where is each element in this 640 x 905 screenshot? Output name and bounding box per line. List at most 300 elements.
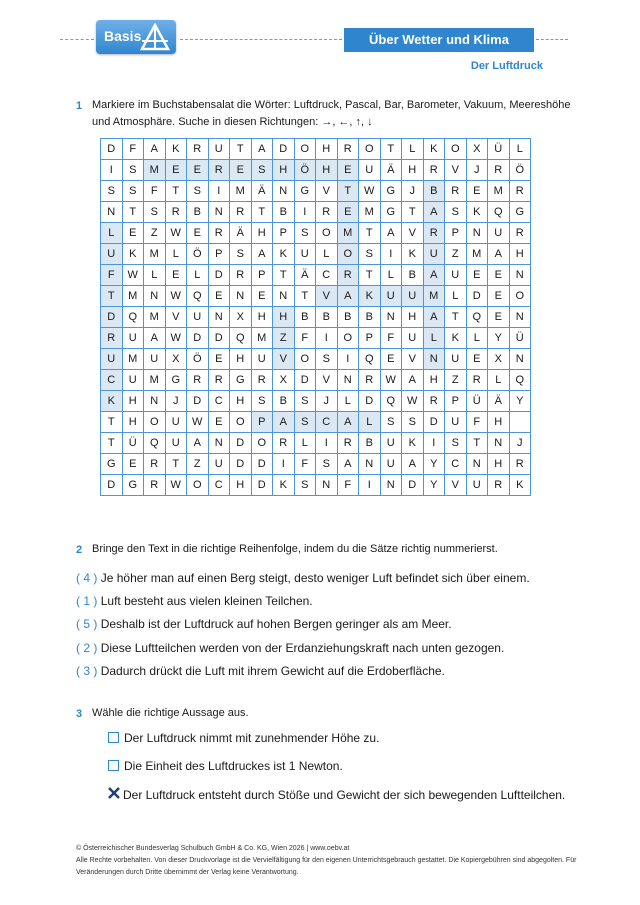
grid-cell[interactable]: U — [402, 328, 424, 349]
grid-cell[interactable]: V — [445, 475, 467, 496]
grid-cell[interactable]: I — [101, 160, 123, 181]
grid-cell[interactable]: A — [423, 307, 445, 328]
grid-cell[interactable]: Z — [445, 244, 467, 265]
grid-cell[interactable]: G — [230, 370, 252, 391]
grid-cell[interactable]: C — [445, 454, 467, 475]
grid-cell[interactable]: D — [251, 454, 273, 475]
grid-cell[interactable]: O — [509, 286, 531, 307]
grid-cell[interactable]: G — [380, 202, 402, 223]
grid-cell[interactable]: S — [402, 412, 424, 433]
grid-cell[interactable]: S — [445, 202, 467, 223]
grid-cell[interactable]: D — [101, 475, 123, 496]
grid-cell[interactable]: K — [402, 433, 424, 454]
grid-cell[interactable]: R — [337, 139, 359, 160]
grid-cell[interactable]: E — [230, 160, 252, 181]
grid-cell[interactable]: F — [122, 139, 144, 160]
grid-cell[interactable]: L — [337, 391, 359, 412]
grid-cell[interactable]: T — [359, 265, 381, 286]
grid-cell[interactable]: H — [122, 412, 144, 433]
order-number[interactable]: 2 — [83, 641, 91, 655]
grid-cell[interactable]: F — [144, 181, 166, 202]
grid-cell[interactable]: I — [273, 454, 295, 475]
grid-cell[interactable]: H — [230, 391, 252, 412]
grid-cell[interactable]: Ä — [488, 391, 510, 412]
grid-cell[interactable]: U — [380, 433, 402, 454]
grid-cell[interactable]: H — [423, 370, 445, 391]
grid-cell[interactable]: Q — [466, 307, 488, 328]
grid-cell[interactable]: R — [187, 139, 209, 160]
grid-cell[interactable] — [509, 412, 531, 433]
grid-cell[interactable]: H — [402, 307, 424, 328]
grid-cell[interactable]: O — [359, 139, 381, 160]
grid-cell[interactable]: I — [316, 328, 338, 349]
grid-cell[interactable]: L — [294, 433, 316, 454]
grid-cell[interactable]: D — [230, 454, 252, 475]
grid-cell[interactable]: N — [488, 433, 510, 454]
grid-cell[interactable]: T — [165, 181, 187, 202]
grid-cell[interactable]: Ä — [294, 265, 316, 286]
grid-cell[interactable]: C — [316, 412, 338, 433]
grid-cell[interactable]: H — [273, 160, 295, 181]
option-2[interactable] — [108, 759, 343, 773]
grid-cell[interactable]: V — [316, 286, 338, 307]
grid-cell[interactable]: X — [273, 370, 295, 391]
grid-cell[interactable]: V — [316, 181, 338, 202]
grid-cell[interactable]: E — [208, 412, 230, 433]
grid-cell[interactable]: E — [208, 349, 230, 370]
grid-cell[interactable]: A — [337, 454, 359, 475]
grid-cell[interactable]: N — [208, 307, 230, 328]
grid-cell[interactable]: J — [402, 181, 424, 202]
grid-cell[interactable]: N — [466, 454, 488, 475]
grid-cell[interactable]: E — [466, 265, 488, 286]
grid-cell[interactable]: T — [402, 202, 424, 223]
grid-cell[interactable]: U — [380, 454, 402, 475]
grid-cell[interactable]: H — [488, 412, 510, 433]
grid-cell[interactable]: L — [509, 139, 531, 160]
grid-cell[interactable]: N — [337, 370, 359, 391]
grid-cell[interactable]: L — [466, 328, 488, 349]
grid-cell[interactable]: U — [165, 433, 187, 454]
grid-cell[interactable]: N — [144, 286, 166, 307]
grid-cell[interactable]: R — [144, 454, 166, 475]
grid-cell[interactable]: D — [359, 391, 381, 412]
grid-cell[interactable]: Ö — [187, 244, 209, 265]
grid-cell[interactable]: O — [294, 139, 316, 160]
grid-cell[interactable]: O — [445, 139, 467, 160]
grid-cell[interactable]: S — [144, 202, 166, 223]
grid-cell[interactable]: R — [445, 181, 467, 202]
grid-cell[interactable]: U — [445, 265, 467, 286]
grid-cell[interactable]: K — [509, 475, 531, 496]
grid-cell[interactable]: U — [144, 349, 166, 370]
grid-cell[interactable]: T — [122, 202, 144, 223]
grid-cell[interactable]: H — [230, 349, 252, 370]
grid-cell[interactable]: B — [337, 307, 359, 328]
grid-cell[interactable]: N — [509, 265, 531, 286]
grid-cell[interactable]: M — [230, 181, 252, 202]
grid-cell[interactable]: W — [165, 223, 187, 244]
grid-cell[interactable]: V — [165, 307, 187, 328]
checkbox-unchecked-icon[interactable] — [108, 760, 119, 771]
grid-cell[interactable]: B — [316, 307, 338, 328]
grid-cell[interactable]: H — [509, 244, 531, 265]
grid-cell[interactable]: S — [445, 433, 467, 454]
grid-cell[interactable]: Z — [273, 328, 295, 349]
grid-cell[interactable]: R — [316, 202, 338, 223]
order-number[interactable]: 4 — [83, 571, 91, 585]
grid-cell[interactable]: Y — [488, 328, 510, 349]
grid-cell[interactable]: L — [423, 328, 445, 349]
grid-cell[interactable]: G — [294, 181, 316, 202]
grid-cell[interactable]: K — [445, 328, 467, 349]
grid-cell[interactable]: U — [251, 349, 273, 370]
grid-cell[interactable]: G — [165, 370, 187, 391]
grid-cell[interactable]: B — [402, 265, 424, 286]
grid-cell[interactable]: Ö — [294, 160, 316, 181]
grid-cell[interactable]: F — [294, 328, 316, 349]
grid-cell[interactable]: U — [445, 349, 467, 370]
grid-cell[interactable]: N — [380, 475, 402, 496]
grid-cell[interactable]: N — [509, 349, 531, 370]
grid-cell[interactable]: E — [251, 286, 273, 307]
grid-cell[interactable]: G — [101, 454, 123, 475]
grid-cell[interactable]: C — [208, 391, 230, 412]
grid-cell[interactable]: E — [488, 286, 510, 307]
grid-cell[interactable]: B — [273, 391, 295, 412]
grid-cell[interactable]: I — [423, 433, 445, 454]
grid-cell[interactable]: W — [165, 328, 187, 349]
grid-cell[interactable]: Ü — [466, 391, 488, 412]
grid-cell[interactable]: I — [337, 349, 359, 370]
grid-cell[interactable]: O — [144, 412, 166, 433]
grid-cell[interactable]: L — [101, 223, 123, 244]
grid-cell[interactable]: D — [101, 307, 123, 328]
grid-cell[interactable]: H — [402, 160, 424, 181]
grid-cell[interactable]: X — [488, 349, 510, 370]
grid-cell[interactable]: N — [144, 391, 166, 412]
grid-cell[interactable]: X — [230, 307, 252, 328]
grid-cell[interactable]: H — [273, 307, 295, 328]
grid-cell[interactable]: S — [316, 454, 338, 475]
grid-cell[interactable]: T — [466, 433, 488, 454]
grid-cell[interactable]: Y — [509, 391, 531, 412]
grid-cell[interactable]: V — [273, 349, 295, 370]
grid-cell[interactable]: H — [316, 160, 338, 181]
grid-cell[interactable]: U — [208, 454, 230, 475]
grid-cell[interactable]: H — [122, 391, 144, 412]
grid-cell[interactable]: U — [122, 328, 144, 349]
grid-cell[interactable]: D — [423, 412, 445, 433]
grid-cell[interactable]: R — [251, 370, 273, 391]
grid-cell[interactable]: L — [316, 244, 338, 265]
grid-cell[interactable]: K — [165, 139, 187, 160]
grid-cell[interactable]: N — [273, 181, 295, 202]
grid-cell[interactable]: O — [337, 328, 359, 349]
grid-cell[interactable]: U — [208, 139, 230, 160]
grid-cell[interactable]: K — [359, 286, 381, 307]
grid-cell[interactable]: R — [230, 265, 252, 286]
order-number[interactable]: 1 — [83, 594, 91, 608]
grid-cell[interactable]: R — [509, 181, 531, 202]
grid-cell[interactable]: W — [187, 412, 209, 433]
grid-cell[interactable]: U — [380, 286, 402, 307]
word-search-grid[interactable] — [100, 138, 531, 496]
grid-cell[interactable]: M — [359, 202, 381, 223]
option-3[interactable] — [108, 787, 565, 802]
grid-cell[interactable]: T — [101, 412, 123, 433]
grid-cell[interactable]: D — [208, 265, 230, 286]
grid-cell[interactable]: E — [187, 223, 209, 244]
grid-cell[interactable]: D — [101, 139, 123, 160]
grid-cell[interactable]: S — [122, 181, 144, 202]
grid-cell[interactable]: T — [101, 286, 123, 307]
grid-cell[interactable]: U — [122, 370, 144, 391]
grid-cell[interactable]: W — [165, 286, 187, 307]
grid-cell[interactable]: I — [208, 181, 230, 202]
grid-cell[interactable]: T — [359, 223, 381, 244]
grid-cell[interactable]: S — [294, 223, 316, 244]
grid-cell[interactable]: R — [101, 328, 123, 349]
order-number[interactable]: 3 — [83, 664, 91, 678]
grid-cell[interactable]: U — [445, 412, 467, 433]
grid-cell[interactable]: A — [488, 244, 510, 265]
grid-cell[interactable]: S — [230, 244, 252, 265]
grid-cell[interactable]: C — [208, 475, 230, 496]
grid-cell[interactable]: L — [359, 412, 381, 433]
grid-cell[interactable]: N — [273, 286, 295, 307]
grid-cell[interactable]: D — [230, 433, 252, 454]
grid-cell[interactable]: F — [101, 265, 123, 286]
grid-cell[interactable]: A — [402, 454, 424, 475]
grid-cell[interactable]: A — [144, 139, 166, 160]
grid-cell[interactable]: E — [122, 454, 144, 475]
grid-cell[interactable]: J — [466, 160, 488, 181]
grid-cell[interactable]: Ü — [488, 139, 510, 160]
grid-cell[interactable]: R — [230, 202, 252, 223]
grid-cell[interactable]: R — [144, 475, 166, 496]
grid-cell[interactable]: L — [488, 370, 510, 391]
grid-cell[interactable]: T — [101, 433, 123, 454]
grid-cell[interactable]: Y — [423, 475, 445, 496]
grid-cell[interactable]: P — [251, 265, 273, 286]
grid-cell[interactable]: S — [380, 412, 402, 433]
grid-cell[interactable]: C — [101, 370, 123, 391]
grid-cell[interactable]: M — [122, 286, 144, 307]
grid-cell[interactable]: X — [165, 349, 187, 370]
grid-cell[interactable]: U — [359, 160, 381, 181]
grid-cell[interactable]: M — [144, 370, 166, 391]
grid-cell[interactable]: O — [187, 475, 209, 496]
grid-cell[interactable]: A — [423, 202, 445, 223]
grid-cell[interactable]: Y — [423, 454, 445, 475]
grid-cell[interactable]: P — [445, 391, 467, 412]
grid-cell[interactable]: X — [466, 139, 488, 160]
grid-cell[interactable]: Ö — [187, 349, 209, 370]
grid-cell[interactable]: M — [144, 160, 166, 181]
grid-cell[interactable]: D — [273, 139, 295, 160]
grid-cell[interactable]: N — [466, 223, 488, 244]
grid-cell[interactable]: P — [445, 223, 467, 244]
grid-cell[interactable]: F — [337, 475, 359, 496]
grid-cell[interactable]: I — [380, 244, 402, 265]
grid-cell[interactable]: E — [466, 349, 488, 370]
grid-cell[interactable]: T — [165, 454, 187, 475]
grid-cell[interactable]: A — [251, 244, 273, 265]
grid-cell[interactable]: B — [294, 307, 316, 328]
grid-cell[interactable]: V — [402, 349, 424, 370]
grid-cell[interactable]: Q — [509, 370, 531, 391]
grid-cell[interactable]: M — [337, 223, 359, 244]
grid-cell[interactable]: T — [273, 265, 295, 286]
grid-cell[interactable]: L — [380, 265, 402, 286]
grid-cell[interactable]: T — [380, 139, 402, 160]
grid-cell[interactable]: E — [208, 286, 230, 307]
grid-cell[interactable]: N — [509, 307, 531, 328]
grid-cell[interactable]: W — [380, 370, 402, 391]
grid-cell[interactable]: I — [359, 475, 381, 496]
grid-cell[interactable]: E — [122, 223, 144, 244]
grid-cell[interactable]: A — [423, 265, 445, 286]
grid-cell[interactable]: K — [273, 475, 295, 496]
grid-cell[interactable]: H — [488, 454, 510, 475]
grid-cell[interactable]: A — [337, 412, 359, 433]
grid-cell[interactable]: O — [316, 223, 338, 244]
grid-cell[interactable]: D — [208, 328, 230, 349]
grid-cell[interactable]: D — [187, 328, 209, 349]
grid-cell[interactable]: O — [251, 433, 273, 454]
grid-cell[interactable]: M — [423, 286, 445, 307]
grid-cell[interactable]: E — [488, 265, 510, 286]
grid-cell[interactable]: D — [402, 475, 424, 496]
checkbox-crossed-icon[interactable] — [108, 787, 120, 799]
grid-cell[interactable]: E — [380, 349, 402, 370]
grid-cell[interactable]: T — [337, 181, 359, 202]
grid-cell[interactable]: D — [294, 370, 316, 391]
grid-cell[interactable]: U — [101, 244, 123, 265]
grid-cell[interactable]: A — [337, 286, 359, 307]
grid-cell[interactable]: P — [273, 223, 295, 244]
grid-cell[interactable]: S — [359, 244, 381, 265]
grid-cell[interactable]: W — [402, 391, 424, 412]
grid-cell[interactable]: S — [294, 412, 316, 433]
grid-cell[interactable]: S — [251, 391, 273, 412]
grid-cell[interactable]: R — [337, 433, 359, 454]
grid-cell[interactable]: K — [423, 139, 445, 160]
grid-cell[interactable]: T — [445, 307, 467, 328]
grid-cell[interactable]: J — [165, 391, 187, 412]
grid-cell[interactable]: U — [165, 412, 187, 433]
grid-cell[interactable]: K — [402, 244, 424, 265]
grid-cell[interactable]: L — [187, 265, 209, 286]
grid-cell[interactable]: V — [316, 370, 338, 391]
grid-cell[interactable]: R — [509, 223, 531, 244]
grid-cell[interactable]: J — [509, 433, 531, 454]
grid-cell[interactable]: R — [208, 370, 230, 391]
grid-cell[interactable]: A — [380, 223, 402, 244]
grid-cell[interactable]: R — [423, 223, 445, 244]
grid-cell[interactable]: U — [187, 307, 209, 328]
grid-cell[interactable]: Ü — [509, 328, 531, 349]
grid-cell[interactable]: L — [144, 265, 166, 286]
grid-cell[interactable]: H — [251, 223, 273, 244]
grid-cell[interactable]: L — [165, 244, 187, 265]
grid-cell[interactable]: M — [144, 244, 166, 265]
grid-cell[interactable]: N — [230, 286, 252, 307]
grid-cell[interactable]: G — [122, 475, 144, 496]
grid-cell[interactable]: W — [122, 265, 144, 286]
grid-cell[interactable]: S — [251, 160, 273, 181]
grid-cell[interactable]: I — [316, 433, 338, 454]
grid-cell[interactable]: A — [144, 328, 166, 349]
grid-cell[interactable]: R — [488, 160, 510, 181]
grid-cell[interactable]: Q — [488, 202, 510, 223]
grid-cell[interactable]: U — [466, 475, 488, 496]
grid-cell[interactable]: R — [423, 391, 445, 412]
grid-cell[interactable]: E — [337, 160, 359, 181]
grid-cell[interactable]: L — [445, 286, 467, 307]
order-number[interactable]: 5 — [83, 617, 91, 631]
grid-cell[interactable]: B — [359, 433, 381, 454]
grid-cell[interactable]: E — [337, 202, 359, 223]
grid-cell[interactable]: W — [359, 181, 381, 202]
grid-cell[interactable]: E — [187, 160, 209, 181]
grid-cell[interactable]: E — [488, 307, 510, 328]
grid-cell[interactable]: Q — [359, 349, 381, 370]
grid-cell[interactable]: C — [316, 265, 338, 286]
grid-cell[interactable]: Z — [445, 370, 467, 391]
grid-cell[interactable]: M — [144, 307, 166, 328]
grid-cell[interactable]: A — [187, 433, 209, 454]
grid-cell[interactable]: N — [380, 307, 402, 328]
grid-cell[interactable]: B — [187, 202, 209, 223]
grid-cell[interactable]: Q — [187, 286, 209, 307]
grid-cell[interactable]: Ä — [380, 160, 402, 181]
grid-cell[interactable]: R — [359, 370, 381, 391]
grid-cell[interactable]: S — [187, 181, 209, 202]
grid-cell[interactable]: D — [466, 286, 488, 307]
grid-cell[interactable]: Q — [144, 433, 166, 454]
grid-cell[interactable]: V — [402, 223, 424, 244]
grid-cell[interactable]: T — [294, 286, 316, 307]
grid-cell[interactable]: U — [294, 244, 316, 265]
grid-cell[interactable]: P — [359, 328, 381, 349]
grid-cell[interactable]: K — [122, 244, 144, 265]
grid-cell[interactable]: T — [251, 202, 273, 223]
grid-cell[interactable]: I — [294, 202, 316, 223]
grid-cell[interactable]: Q — [230, 328, 252, 349]
grid-cell[interactable]: M — [251, 328, 273, 349]
grid-cell[interactable]: Ü — [122, 433, 144, 454]
grid-cell[interactable]: R — [187, 370, 209, 391]
grid-cell[interactable]: A — [402, 370, 424, 391]
grid-cell[interactable]: R — [423, 160, 445, 181]
grid-cell[interactable]: R — [273, 433, 295, 454]
grid-cell[interactable]: N — [101, 202, 123, 223]
grid-cell[interactable]: H — [230, 475, 252, 496]
grid-cell[interactable]: R — [165, 202, 187, 223]
grid-cell[interactable]: S — [122, 160, 144, 181]
grid-cell[interactable]: R — [466, 370, 488, 391]
grid-cell[interactable]: M — [488, 181, 510, 202]
grid-cell[interactable]: O — [337, 244, 359, 265]
grid-cell[interactable]: N — [208, 202, 230, 223]
grid-cell[interactable]: E — [466, 181, 488, 202]
grid-cell[interactable]: U — [402, 286, 424, 307]
grid-cell[interactable]: D — [251, 475, 273, 496]
grid-cell[interactable]: F — [466, 412, 488, 433]
grid-cell[interactable]: E — [165, 160, 187, 181]
